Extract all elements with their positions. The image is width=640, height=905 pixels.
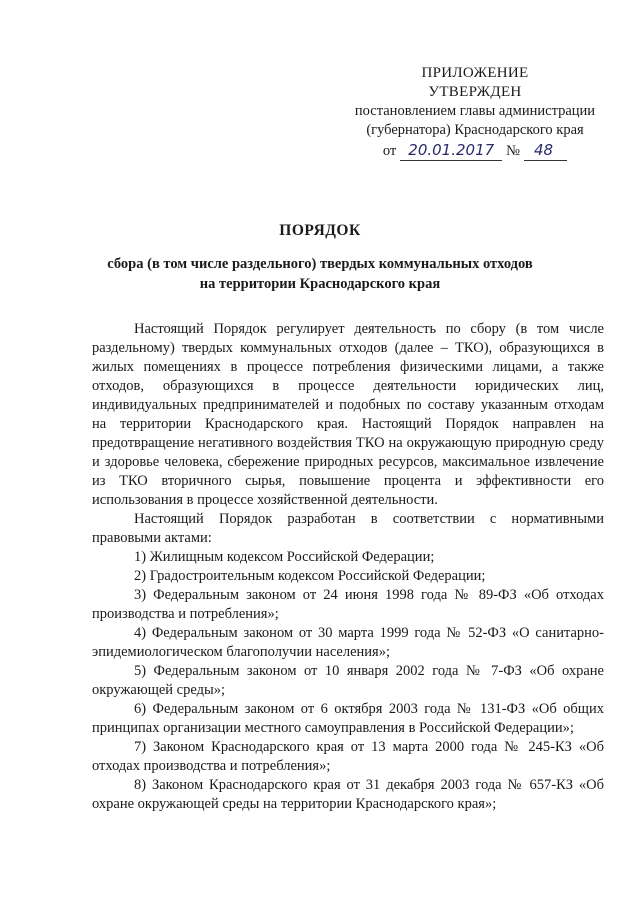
paragraph: Настоящий Порядок разработан в соответствии с нормативными правовыми актами: — [92, 511, 604, 546]
date-number-line — [340, 141, 610, 161]
list-item: 8) Законом Краснодарского края от 31 декабря 2003 года № 657-КЗ «Об охране окружающей среды на территории Краснодарского края»; — [92, 777, 604, 812]
number-prefix: № — [506, 143, 521, 159]
subtitle-line-2: на территории Краснодарского края — [199, 276, 441, 292]
title-main: ПОРЯДОК — [279, 222, 361, 239]
appendix-label: ПРИЛОЖЕНИЕ — [421, 65, 529, 81]
list-item: 4) Федеральным законом от 30 марта 1999 года № 52-ФЗ «О санитарно-эпидемиологическом благополучии населения»; — [92, 625, 604, 660]
list-item: 3) Федеральным законом от 24 июня 1998 года № 89-ФЗ «Об отходах производства и потребления»; — [92, 587, 604, 622]
date-prefix: от — [382, 143, 397, 159]
document-body — [92, 320, 604, 814]
governor-line: (губернатора) Краснодарского края — [366, 122, 584, 138]
list-item: 7) Законом Краснодарского края от 13 марта 2000 года № 245-КЗ «Об отходах производства и потребления»; — [92, 739, 604, 774]
list-item: 2) Градостроительным кодексом Российской Федерации; — [134, 568, 486, 584]
document-title — [60, 222, 580, 294]
approved-label: УТВЕРЖДЕН — [428, 84, 522, 100]
title-subtitle — [60, 254, 580, 294]
list-item: 6) Федеральным законом от 6 октября 2003 года № 131-ФЗ «Об общих принципах организации местного самоуправления в Российской Федерации»; — [92, 701, 604, 736]
paragraph: Настоящий Порядок регулирует деятельность по сбору (в том числе раздельному) твердых коммунальных отходов (далее – ТКО), образующихся в жилых помещениях в процессе потребления физическими лицами, а также отходов, образующихся в процессе деятельности юридических лиц, индивидуальных предпринимателей и подобных по составу указанным отходам на территории Краснодарского края. Настоящий Порядок направлен на предотвращение негативного воздействия ТКО на окружающую природную среду и здоровье человека, сбережение природных ресурсов, максимальное извлечение из ТКО вторичного сырья, повышение процента и эффективности его использования в процессе хозяйственной деятельности. — [92, 321, 604, 508]
list-item: 1) Жилищным кодексом Российской Федерации; — [134, 549, 435, 565]
approval-stamp — [340, 64, 610, 161]
list-item: 5) Федеральным законом от 10 января 2002 года № 7-ФЗ «Об охране окружающей среды»; — [92, 663, 604, 698]
handwritten-date: 20.01.2017 — [400, 141, 502, 161]
handwritten-number: 48 — [524, 141, 567, 161]
subtitle-line-1: сбора (в том числе раздельного) твердых коммунальных отходов — [107, 256, 533, 272]
resolution-line: постановлением главы администрации — [354, 103, 596, 119]
